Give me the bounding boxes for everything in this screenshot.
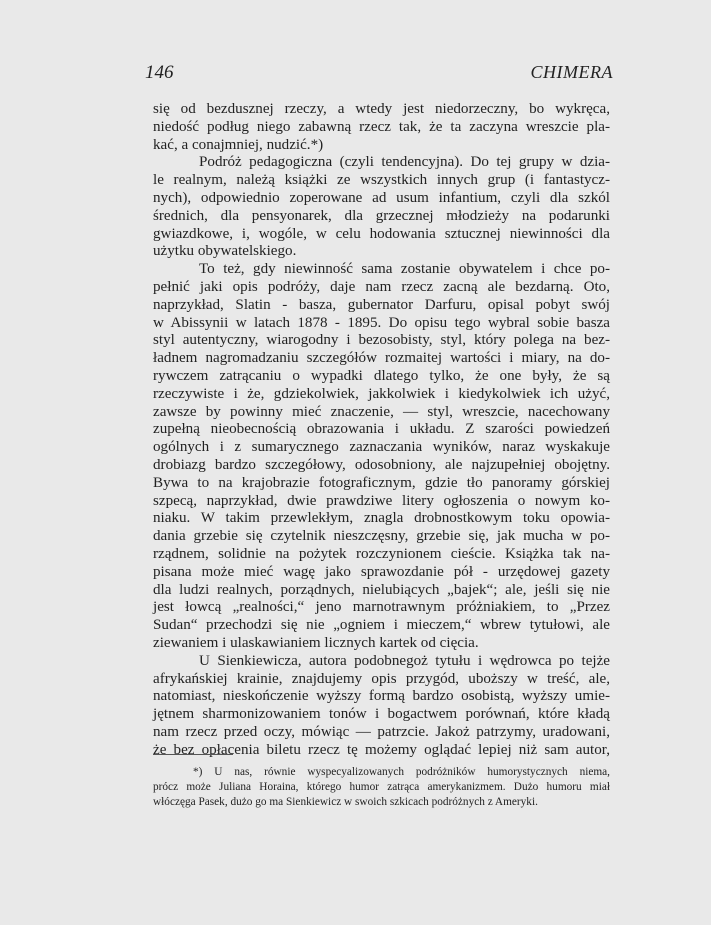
text-line: drobiazg bardzo szczegółowy, odosobniony, ale najzupełniej obojętny. [153,456,610,473]
text-line: jest łowcą „realności,“ jeno marnotrawnym próżniakiem, to „Przez [153,599,610,616]
text-line: użytku obywatelskiego. [153,243,297,260]
page-header [145,62,613,86]
text-line: nam rzecz przed oczy, mówiąc — patrzcie. Jakoż patrzymy, uradowani, [153,723,610,740]
text-line: ziewaniem i ulaskawianiem licznych kartek od cięcia. [153,634,479,651]
text-line: Sudan“ przechodzi się nie „ogniem i mieczem,“ wbrew tytułowi, ale [153,617,610,634]
page-number: 146 [145,62,174,83]
text-line: niaku. W takim przewlekłym, znagla drobnostkowym toku opowia- [153,510,610,527]
footnote [153,765,610,810]
text-line: rywczem zatrącaniu o wypadki dlatego tylko, że one były, że są [153,367,610,384]
text-line: jętnem sharmonizowaniem tonów i bogactwem porównań, które kładą [153,706,610,723]
text-line: niedość podług niego zabawną rzecz tak, że ta zaczyna wreszcie pla- [153,118,610,135]
text-line: dla ludzi realnych, porządnych, nielubiących „bajek“; ale, jeśli się nie [153,581,610,598]
text-line: U Sienkiewicza, autora podobnegoż tytułu i wędrowca po tejże [199,652,610,669]
text-line: średnich, dla pensyonarek, dla grzecznej młodzieży na podarunki [153,207,610,224]
text-line: szpecą, naprzykład, dwie prawdziwe litery ogłoszenia o nowym ko- [153,492,610,509]
text-line: zupełną nieobecnością obrazowania i układu. Z szarości powiedzeń [153,421,610,438]
text-line: zawsze by powinny mieć znaczenie, — styl, wreszcie, nacechowany [153,403,610,420]
footnote-line: włóczęga Pasek, dużo go ma Sienkiewicz w swoich szkicach podróżnych z Ameryki. [153,796,538,808]
text-line: Bywa to na krajobrazie fotograficznym, gdzie tło panoramy górskiej [153,474,610,491]
text-line: że bez opłacenia biletu rzecz tę możemy oglądać lepiej niż sam autor, [153,741,610,758]
footnote-rule [153,754,233,755]
text-line: rzeczywiste i że, gdziekolwiek, jakkolwiek i kiedykolwiek ich użyć, [153,385,610,402]
text-line: rządnem, solidnie na pożytek rozczynionem cieście. Książka tak na- [153,545,610,562]
body-text [153,101,610,759]
text-line: kać, a conajmniej, nudzić.*) [153,136,324,153]
text-line: naprzykład, Slatin - basza, gubernator Darfuru, opisal pobyt swój [153,296,610,313]
text-line: pełnić jaki opis podróży, daje nam rzecz zacną ale bezdarną. Oto, [153,278,610,295]
text-line: się od bezdusznej rzeczy, a wtedy jest niedorzeczny, bo wykręca, [153,101,610,117]
text-line: ogólnych i z sumarycznego zaznaczania wyników, naraz wyskakuje [153,439,610,456]
footnote-line: *) U nas, równie wyspecyalizowanych podróżników humorystycznych niema, [193,766,610,778]
text-line: To też, gdy niewinność sama zostanie obywatelem i chce po- [199,261,610,278]
text-line: w Abissynii w latach 1878 - 1895. Do opisu tego wybral sobie basza [153,314,610,331]
text-line: natomiast, nieskończenie wyższy formą bardzo osobistą, wyższy umie- [153,688,610,705]
text-line: ładnem nagromadzaniu szczegółów rozmaitej wartości i miary, na do- [153,350,610,367]
running-title: CHIMERA [530,62,613,82]
text-line: afrykańskiej krainie, znajdujemy opis przygód, uboższy w treść, ale, [153,670,610,687]
text-line: pisana może mieć wagę jako sprawozdanie pół - urzędowej gazety [153,563,610,580]
text-line: gwiazdkowe, i, wogóle, w celu hodowania sztucznej niewinności dla [153,225,610,242]
text-line: Podróż pedagogiczna (czyli tendencyjna). Do tej grupy w dzia- [199,154,610,171]
text-line: dania grzebie się czytelnik nieszczęsny, grzebie się, jak mucha w po- [153,528,610,545]
footnote-line: prócz może Juliana Horaina, którego humor zatrąca amerykanizmem. Dużo humoru miał [153,781,610,793]
text-line: le realnym, należą książki ze wszystkich innych grup (i fantastycz- [153,172,610,189]
text-line: nych), odpowiednio zoperowane ad usum infantium, czyli dla szkól [153,189,610,206]
text-line: styl autentyczny, wiarogodny i bezosobisty, styl, który polega na bez- [153,332,610,349]
